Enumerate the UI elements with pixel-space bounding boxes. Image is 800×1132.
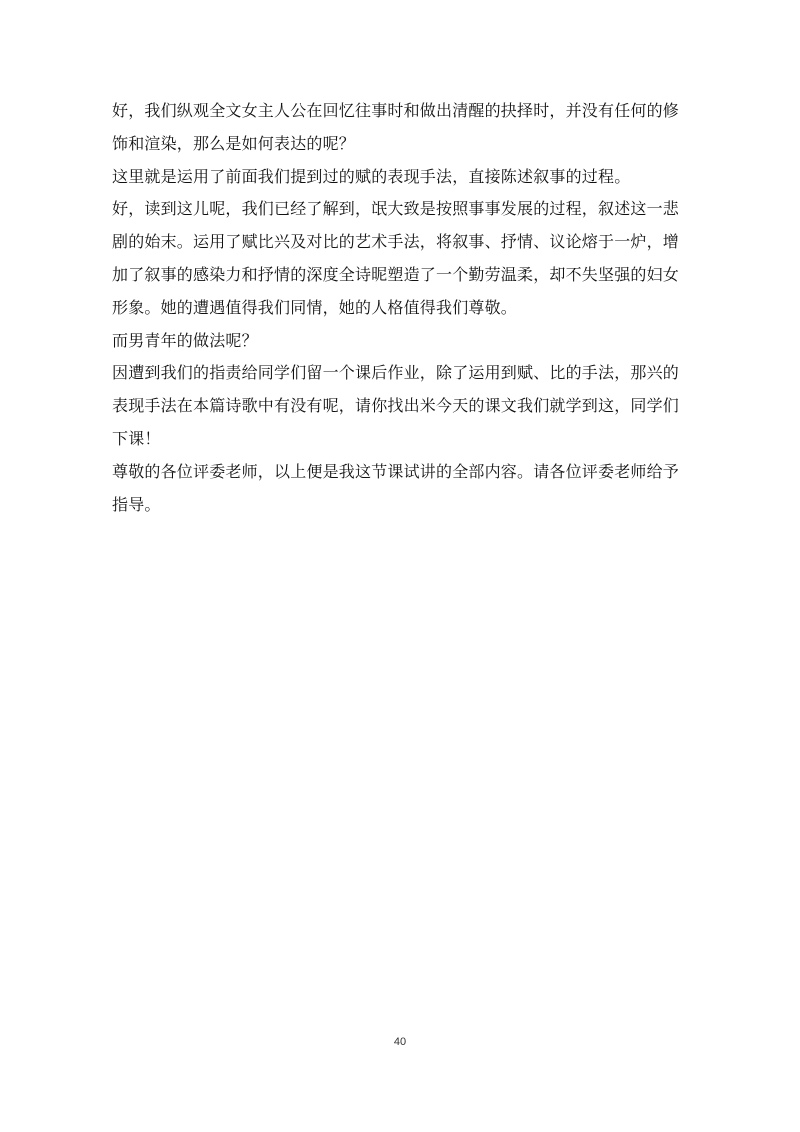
text-line: 好，读到这儿呢，我们已经了解到，氓大致是按照事事发展的过程，叙述这一悲	[112, 199, 680, 219]
text-line: 饰和渲染，那么是如何表达的呢？	[112, 133, 356, 153]
text-line: 因遭到我们的指责给同学们留一个课后作业，除了运用到赋、比的手法，那兴的	[112, 363, 680, 383]
text-line: 下课！	[112, 428, 161, 448]
text-line: 指导。	[112, 494, 161, 514]
paragraph-3	[112, 193, 696, 324]
text-line: 剧的始末。运用了赋比兴及对比的艺术手法，将叙事、抒情、议论熔于一炉，增	[112, 232, 680, 252]
text-line: 形象。她的遭遇值得我们同情，她的人格值得我们尊敬。	[112, 297, 518, 317]
text-line: 而男青年的做法呢？	[112, 330, 258, 350]
text-line: 表现手法在本篇诗歌中有没有呢，请你找出米今天的课文我们就学到这，同学们	[112, 396, 680, 416]
body-text	[112, 95, 696, 521]
paragraph-2	[112, 161, 696, 194]
text-line: 这里就是运用了前面我们提到过的赋的表现手法，直接陈述叙事的过程。	[112, 166, 631, 186]
text-line: 好，我们纵观全文女主人公在回忆往事时和做出清醒的抉择时，并没有任何的修	[112, 101, 680, 120]
paragraph-6	[112, 456, 696, 522]
paragraph-4	[112, 325, 696, 358]
page-number: 40	[393, 1036, 407, 1048]
paragraph-5	[112, 357, 696, 455]
text-line: 加了叙事的感染力和抒情的深度全诗昵塑造了一个勤劳温柔，却不失坚强的妇女	[112, 264, 680, 284]
paragraph-1	[112, 95, 696, 161]
text-line: 尊敬的各位评委老师，以上便是我这节课试讲的全部内容。请各位评委老师给予	[112, 461, 680, 481]
